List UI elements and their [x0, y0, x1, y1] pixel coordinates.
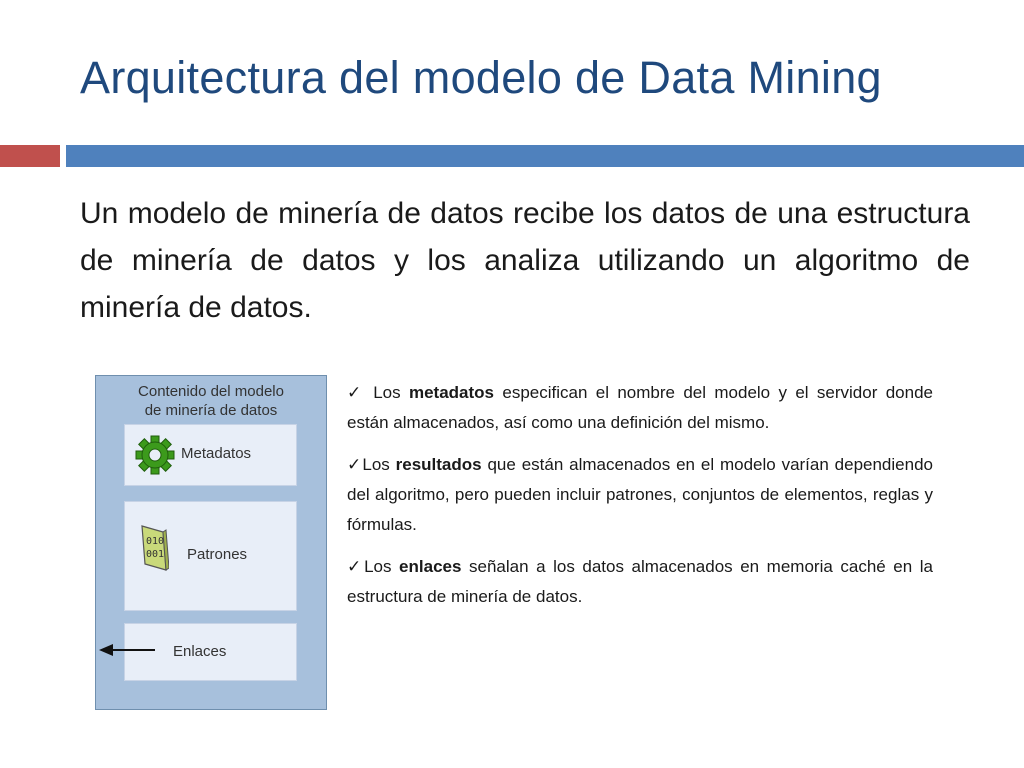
diagram-title — [96, 382, 326, 420]
links-label: Enlaces — [173, 643, 227, 660]
diagram-title-line1: Contenido del modelo — [138, 383, 284, 400]
checkmark-icon: ✓ — [347, 455, 363, 474]
bullet-keyword: resultados — [395, 455, 482, 474]
bullet-list — [347, 378, 933, 624]
patterns-label: Patrones — [187, 546, 248, 563]
bullet-links — [347, 552, 933, 612]
checkmark-icon: ✓ — [347, 383, 365, 402]
checkmark-icon: ✓ — [347, 557, 365, 576]
gear-icon — [135, 433, 175, 477]
bullet-text: que están almacenados en el modelo varían dependiendo del algoritmo, pero pueden incluir patrones, conjuntos de elementos, reglas y fórmulas. — [347, 455, 933, 534]
binary-chip-icon — [139, 524, 169, 572]
left-arrow-icon — [97, 640, 157, 660]
metadata-label: Metadatos — [181, 445, 252, 462]
svg-text:001: 001 — [146, 549, 165, 560]
metadata-box — [124, 424, 297, 486]
bullet-results — [347, 450, 933, 540]
accent-bar-red — [0, 145, 60, 167]
bullet-text: Los — [362, 455, 396, 474]
bullet-text: Los — [364, 557, 400, 576]
bullet-text: especifican el nombre del modelo y el servidor donde están almacenados, así como una definición del mismo. — [347, 383, 933, 432]
bullet-text: Los — [364, 383, 409, 402]
bullet-text: señalan a los datos almacenados en memoria caché en la estructura de minería de datos. — [347, 557, 933, 606]
slide-title: Arquitectura del modelo de Data Mining — [80, 52, 882, 103]
bullet-keyword: metadatos — [408, 383, 495, 402]
patterns-box — [124, 501, 297, 611]
diagram-title-line2: de minería de datos — [144, 402, 278, 419]
bullet-metadata — [347, 378, 933, 438]
bullet-keyword: enlaces — [399, 557, 462, 576]
accent-bar-blue — [66, 145, 1024, 167]
intro-paragraph: Un modelo de minería de datos recibe los datos de una estructura de minería de datos y los analiza utilizando un algoritmo de minería de datos. — [80, 197, 970, 324]
svg-text:010: 010 — [146, 536, 165, 547]
